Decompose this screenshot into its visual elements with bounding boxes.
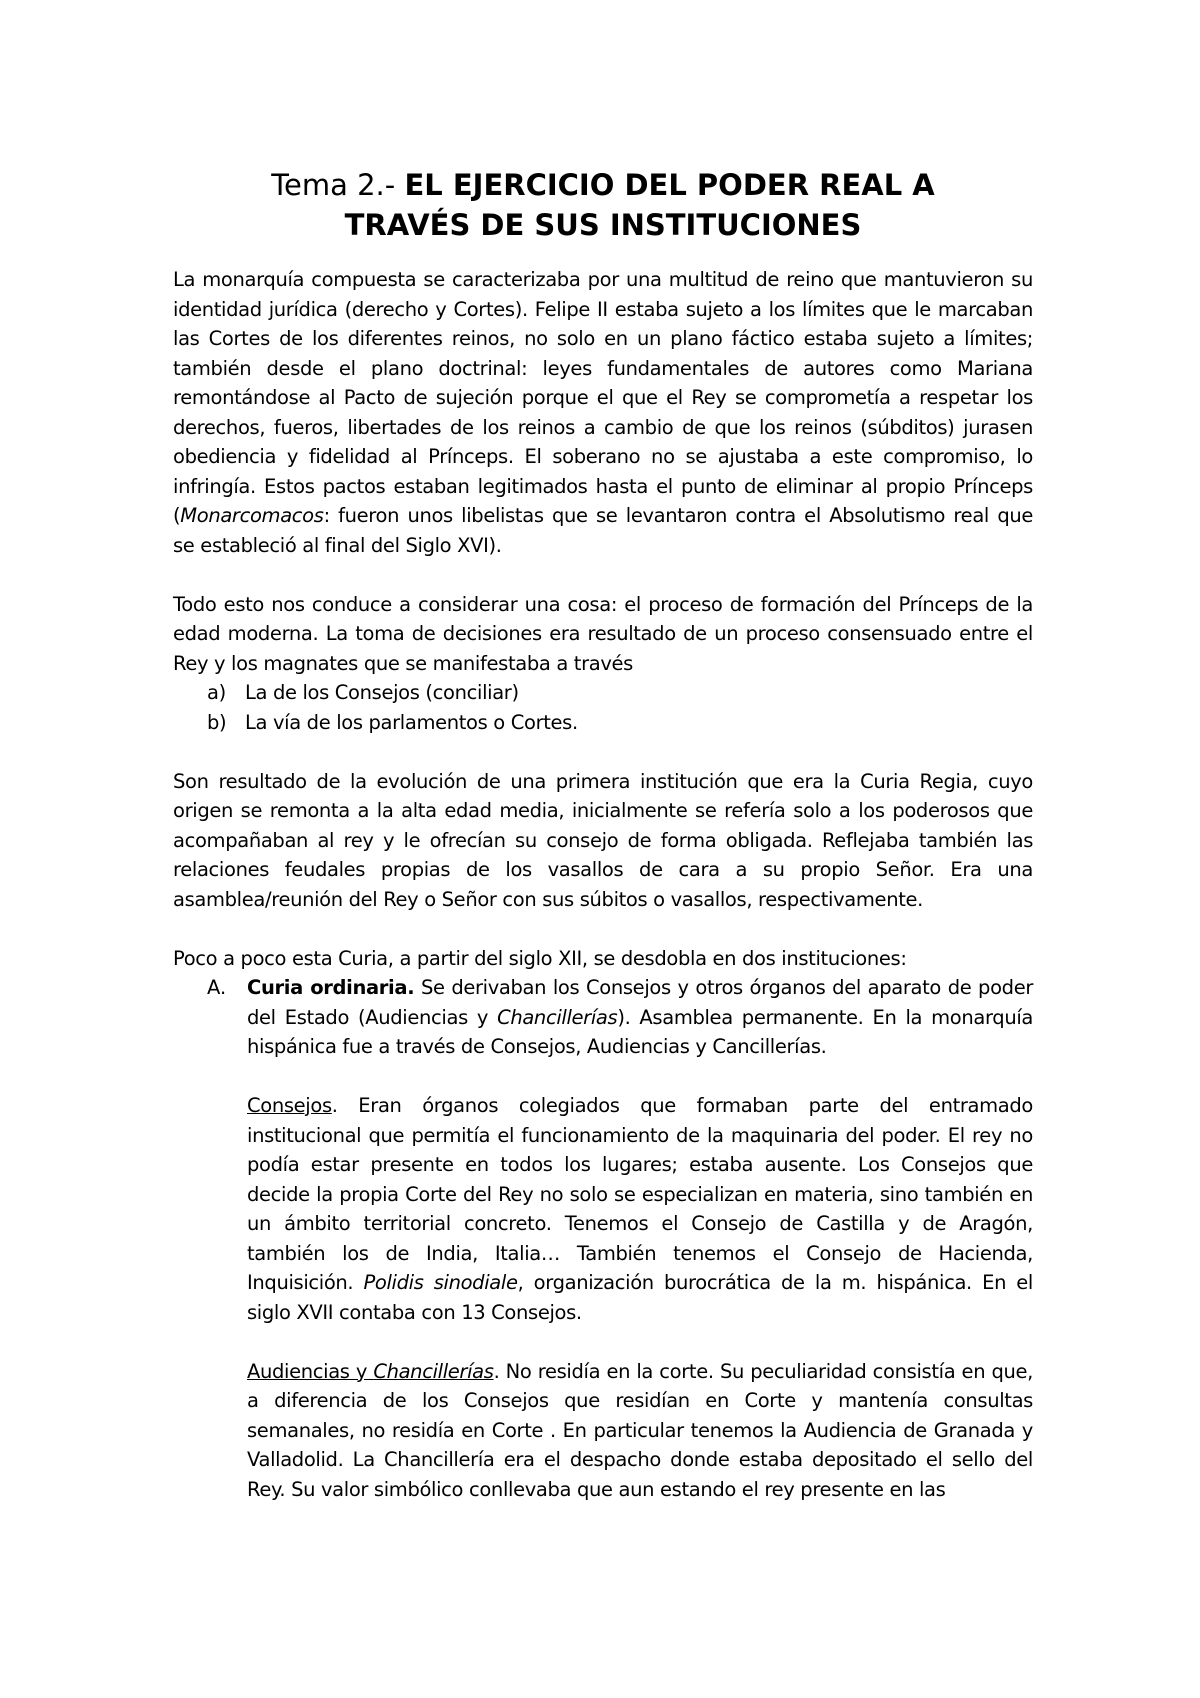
list-marker: a) — [207, 681, 226, 704]
audiencias-body: . No residía en la corte. Su peculiaridad consistía en que, a diferencia de los Consejos que residían en Corte y mantenía consultas semanales, no residía en Corte . En particular tenemos la Audiencia de Granada y Valladolid. La Chancillería era el despacho donde estaba depositado el sello del Rey. Su valor simbólico conllevaba que aun estando el rey presente en las — [247, 1359, 1033, 1501]
section-consejos — [173, 1091, 1033, 1327]
list-item-text: La de los Consejos (conciliar) — [245, 681, 519, 704]
item-a-text-b: ). Asamblea permanente. En la monarquía hispánica fue a través de Consejos, Audiencias y Cancillerías. — [247, 1005, 1033, 1058]
consejos-text-b: , organización burocrática de la m. hispánica. En el siglo XVII contaba con 13 Consejos. — [247, 1271, 1033, 1324]
item-curia-ordinaria — [173, 973, 1033, 1062]
item-a-label: Curia ordinaria. — [247, 976, 415, 999]
document-page — [173, 165, 1033, 1504]
consejos-text — [247, 1091, 1033, 1327]
title-line-2: TRAVÉS DE SUS INSTITUCIONES — [344, 208, 862, 242]
para1-text-b: : fueron unos libelistas que se levantaron contra el Absolutismo real que se estableció al final del Siglo XVI). — [173, 504, 1033, 557]
item-a-italic: Chancillerías — [497, 1005, 618, 1029]
document-title — [173, 165, 1033, 245]
item-a-text — [247, 973, 1033, 1062]
audiencias-text — [247, 1357, 1033, 1505]
section-audiencias — [173, 1357, 1033, 1505]
decision-channels-list — [173, 678, 1033, 737]
para1-italic: Monarcomacos — [180, 504, 324, 527]
audiencias-heading-italic: Chancillerías — [373, 1359, 494, 1383]
paragraph-monarquia-compuesta — [173, 265, 1033, 560]
item-a-text-a: Se derivaban los Consejos y otros órganos del aparato de poder del Estado (Audiencias y — [247, 976, 1034, 1029]
list-item-text: La vía de los parlamentos o Cortes. — [245, 710, 578, 734]
list-marker: b) — [207, 710, 227, 734]
list-item — [173, 708, 1033, 738]
consejos-italic: Polidis sinodiale — [363, 1271, 518, 1294]
paragraph-formacion-princeps: Todo esto nos conduce a considerar una cosa: el proceso de formación del Prínceps de la edad moderna. La toma de decisiones era resultado de un proceso consensuado entre el Rey y los magnates que se manifestaba a través — [173, 592, 1033, 675]
title-prefix: Tema 2.- — [271, 168, 405, 202]
title-line-1: EL EJERCICIO DEL PODER REAL A — [404, 168, 935, 202]
audiencias-heading-plain: Audiencias y — [247, 1359, 374, 1383]
consejos-text-a: . Eran órganos colegiados que formaban parte del entramado institucional que permitía el funcionamiento de la maquinaria del poder. El rey no podía estar presente en todos los lugares; estaba ausente. Los Consejos que decide la propia Corte del Rey no solo se especializan en materia, sino también en un ámbito territorial concreto. Tenemos el Consejo de Castilla y de Aragón, también los de India, Italia… También tenemos el Consejo de Hacienda, Inquisición. — [247, 1094, 1033, 1294]
paragraph-desdoble-curia: Poco a poco esta Curia, a partir del siglo XII, se desdobla en dos instituciones: — [173, 946, 907, 970]
audiencias-heading — [247, 1360, 494, 1383]
list-item — [173, 678, 1033, 708]
para1-text-a: La monarquía compuesta se caracterizaba por una multitud de reino que mantuvieron su identidad jurídica (derecho y Cortes). Felipe II estaba sujeto a los límites que le marcaban las Cortes de los diferentes reinos, no solo en un plano fáctico estaba sujeto a límites; también desde el plano doctrinal: leyes fundamentales de autores como Mariana remontándose al Pacto de sujeción porque el que el Rey se comprometía a respetar los derechos, fueros, libertades de los reinos a cambio de que los reinos (súbditos) jurasen obediencia y fidelidad al Prínceps. El soberano no se ajustaba a este compromiso, lo infringía. Estos pactos estaban legitimados hasta el punto de eliminar al propio Prínceps ( — [173, 268, 1033, 527]
item-a-marker: A. — [207, 976, 227, 999]
consejos-heading: Consejos — [247, 1094, 332, 1117]
paragraph-curia-regia: Son resultado de la evolución de una primera institución que era la Curia Regia, cuyo origen se remonta a la alta edad media, inicialmente se refería solo a los poderosos que acompañaban al rey y le ofrecían su consejo de forma obligada. Reflejaba también las relaciones feudales propias de los vasallos de cara a su propio Señor. Era una asamblea/reunión del Rey o Señor con sus súbitos o vasallos, respectivamente. — [173, 769, 1033, 911]
